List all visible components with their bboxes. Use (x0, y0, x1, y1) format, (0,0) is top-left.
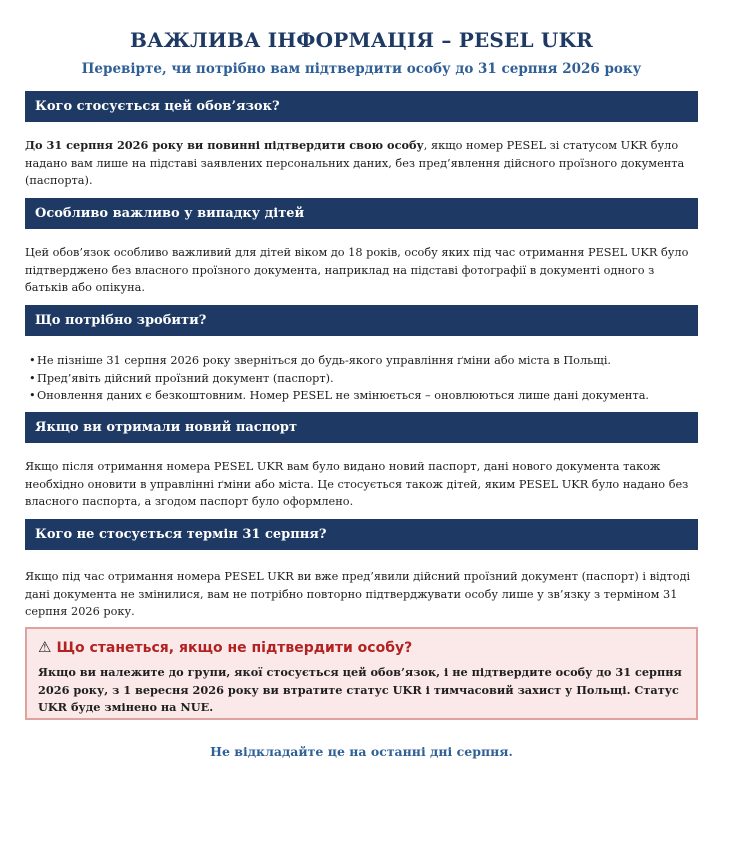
section-header: Особливо важливо у випадку дітей (25, 198, 698, 229)
warning-box (25, 627, 698, 720)
section-text-rest: , якщо номер PESEL зі статусом UKR було надано вам лише на підставі заявлених персональних даних, без пред’явлення дійсного проїзного документа (паспорта). (25, 139, 685, 187)
bullet-icon: • (29, 354, 36, 367)
section-header: Що потрібно зробити? (25, 305, 698, 336)
warning-title: ⚠ Що станеться, якщо не підтвердити особу? (38, 638, 413, 656)
document-page (25, 0, 698, 759)
section-not-affected (25, 519, 698, 621)
section-header: Кого не стосується термін 31 серпня? (25, 519, 698, 550)
warning-triangle-icon: ⚠ (38, 638, 52, 656)
section-text-bold: До 31 серпня 2026 року ви повинні підтвердити свою особу (25, 138, 424, 152)
section-who (25, 91, 698, 190)
section-what-to-do (25, 305, 698, 405)
list-item: •Пред’явіть дійсний проїзний документ (паспорт). (29, 370, 698, 388)
section-text: Якщо після отримання номера PESEL UKR вам було видано новий паспорт, дані нового документа також необхідно оновити в управлінні ґміни або міста. Це стосується також дітей, яким PESEL UKR було надано без власного паспорта, а згодом паспорт було оформлено. (25, 460, 689, 508)
action-list (25, 352, 698, 405)
section-header: Якщо ви отримали новий паспорт (25, 412, 698, 443)
section-text: Якщо під час отримання номера PESEL UKR ви вже пред’явили дійсний проїзний документ (паспорт) і відтоді дані документа не змінилися, вам не потрібно повторно підтверджувати особу лише у зв’язку з терміном 31 серпня 2026 року. (25, 570, 691, 618)
section-header: Кого стосується цей обов’язок? (25, 91, 698, 122)
bullet-icon: • (29, 389, 36, 402)
warning-text: Якщо ви належите до групи, якої стосується цей обов’язок, і не підтвердите особу до 31 серпня 2026 року, з 1 вересня 2026 року ви втратите статус UKR і тимчасовий захист у Польщі. Статус UKR буде змінено на NUE. (38, 665, 682, 714)
section-new-passport (25, 412, 698, 511)
bullet-icon: • (29, 371, 36, 385)
section-children (25, 198, 698, 297)
section-text: Цей обов’язок особливо важливий для дітей віком до 18 років, особу яких під час отримання PESEL UKR було підтверджено без власного проїзного документа, наприклад на підставі фотографії в документі одного з батьків або опікуна. (25, 246, 689, 294)
section-text (25, 137, 698, 190)
footer-note: Не відкладайте це на останні дні серпня. (210, 744, 513, 759)
page-title: ВАЖЛИВА ІНФОРМАЦІЯ – PESEL UKR (130, 28, 593, 52)
page-subtitle: Перевірте, чи потрібно вам підтвердити особу до 31 серпня 2026 року (81, 61, 642, 77)
list-item: •Оновлення даних є безкоштовним. Номер PESEL не змінюється – оновлюються лише дані документа. (29, 387, 698, 405)
list-item: •Не пізніше 31 серпня 2026 року зверніться до будь-якого управління ґміни або міста в Польщі. (29, 352, 698, 370)
